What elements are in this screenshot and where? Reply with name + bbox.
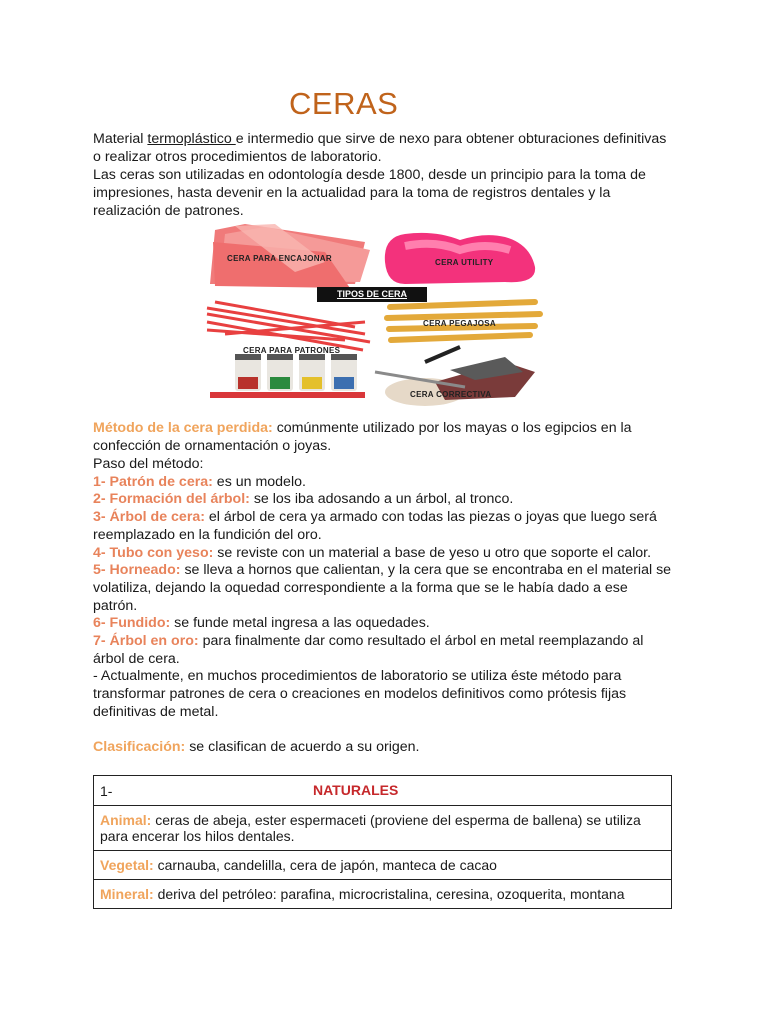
naturales-table [93,775,672,909]
label-cera-encajonar: CERA PARA ENCAJONAR [227,254,332,263]
intro-line-3: Las ceras son utilizadas en odontología desde 1800, desde un principio para la toma de [93,167,646,183]
table-row-animal [94,806,672,851]
step-3-cont: reemplazado en la fundición del oro. [93,527,322,543]
table-cell-mineral: Mineral: deriva del petróleo: parafina, microcristalina, ceresina, ozoquerita, montana [94,880,672,909]
step-5-cont-1: volatiliza, dejando la oquedad correspondiente a la forma que se le había dado a ese [93,580,628,596]
method-label: Método de la cera perdida: [93,420,273,436]
step-1: 1- Patrón de cera: es un modelo. [93,474,306,490]
step-5: 5- Horneado: se lleva a hornos que calientan, y la cera que se encontraba en el material se [93,562,672,578]
table-row-mineral [94,880,672,909]
intro-line-2: o realizar otros procedimientos de laboratorio. [93,149,382,165]
label-cera-patrones: CERA PARA PATRONES [243,346,341,355]
clasificacion-line: Clasificación: se clasifican de acuerdo a su origen. [93,739,420,755]
label-tipos-de-cera: TIPOS DE CERA [317,287,427,302]
row-number: 1- [100,782,113,799]
naturales-heading: NATURALES [313,782,399,798]
clasificacion-label: Clasificación: [93,739,186,755]
note-line-2: transformar patrones de cera o creaciones en modelos definitivos como prótesis fijas [93,686,627,702]
intro-line-5: realización de patrones. [93,203,244,219]
step-2: 2- Formación del árbol: se los iba adosando a un árbol, al tronco. [93,491,514,507]
wax-collage-image [205,222,565,412]
step-4: 4- Tubo con yeso: se reviste con un material a base de yeso u otro que soporte el calor. [93,545,652,561]
step-3: 3- Árbol de cera: el árbol de cera ya armado con todas las piezas o joyas que luego será [93,509,657,525]
intro-line-4: impresiones, hasta devenir en la actualidad para la toma de registros dentales y la [93,185,611,201]
underlined-term: termoplástico [147,131,236,147]
label-cera-utility: CERA UTILITY [435,258,494,267]
table-cell-animal: Animal: ceras de abeja, ester espermaceti (proviene del esperma de ballena) se utiliza para encerar los hilos dentales. [94,806,672,851]
table-header-cell [94,776,672,806]
page-title: CERAS [289,86,399,121]
note-line-1: - Actualmente, en muchos procedimientos de laboratorio se utiliza éste método para [93,668,622,684]
wax-types-figure [205,222,565,412]
method-line-2: confección de ornamentación o joyas. [93,438,332,454]
method-steps-heading: Paso del método: [93,456,204,472]
note-line-3: definitivas de metal. [93,704,219,720]
step-7: 7- Árbol en oro: para finalmente dar como resultado el árbol en metal reemplazando al [93,633,644,649]
intro-line-1: Material termoplástico e intermedio que sirve de nexo para obtener obturaciones definitivas [93,131,667,147]
label-cera-correctiva: CERA CORRECTIVA [410,390,492,399]
label-cera-pegajosa: CERA PEGAJOSA [423,319,496,328]
step-6: 6- Fundido: se funde metal ingresa a las oquedades. [93,615,430,631]
table-row-vegetal [94,851,672,880]
step-7-cont: árbol de cera. [93,651,180,667]
method-line-1: Método de la cera perdida: comúnmente utilizado por los mayas o los egipcios en la [93,420,632,436]
table-header-row [94,776,672,806]
table-cell-vegetal: Vegetal: carnauba, candelilla, cera de japón, manteca de cacao [94,851,672,880]
step-5-cont-2: patrón. [93,598,138,614]
